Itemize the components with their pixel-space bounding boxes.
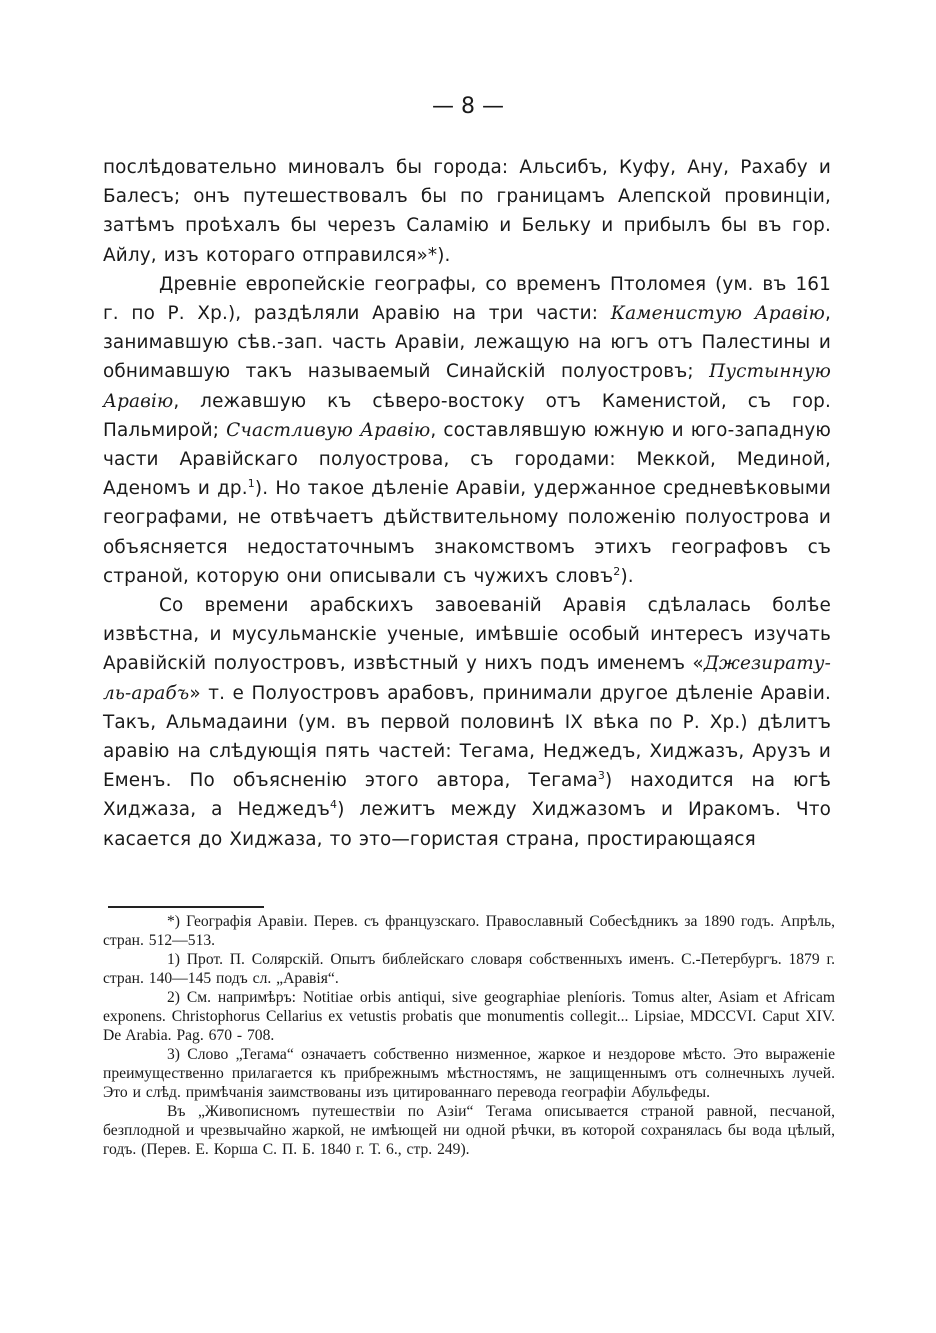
paragraph-1: послѣдовательно миновалъ бы города: Альсибъ, Куфу, Ану, Рахабу и Балесъ; онъ путешествовалъ бы по границамъ Алепской провинціи, затѣмъ проѣхалъ бы черезъ Саламію и Бельку и прибылъ бы въ гор. Айлу, изъ котораго отправился»*). <box>103 157 831 266</box>
paragraph-3: Со времени арабскихъ завоеваній Аравія сдѣлалась болѣе извѣстна, и мусульманскіе ученые, имѣвшіе особый интересъ изучать Аравійскій полуостровъ, извѣстный у нихъ подъ именемъ «Джезирату-ль-арабъ» т. е Полуостровъ арабовъ, принимали другое дѣленіе Аравіи. Такъ, Альмадаини (ум. въ первой половинѣ IX вѣка по Р. Хр.) дѣлитъ аравію на слѣдующія пять частей: Тегама, Неджедъ, Хиджазъ, Арузъ и Еменъ. По объясненію этого автора, Тегама$^3$) находится на югѣ Хиджаза, а Неджедъ$^4$) лежитъ между Хиджазомъ и Иракомъ. Что касается до Хиджаза, то это—гористая страна, простирающаяся <box>103 595 831 850</box>
footnote-2: 2) См. напримѣръ: Notitiae orbis antiqui, sive geographiae pleníoris. Tomus alter, Asiam et Africam exponens. Christophorus Cellarius ex vetustis probatis que monumentis collegit... Lipsiae, MDCCVI. Caput XIV. De Arabia. Pag. 670 - 708. <box>103 989 835 1044</box>
paragraph-2: Древніе европейскіе географы, со временъ Птоломея (ум. въ 161 г. по Р. Хр.), раздѣляли Аравію на три части: Каменистую Аравію, занимавшую сѣв.-зап. часть Аравіи, лежащую на югъ отъ Палестины и обнимавшую такъ называемый Синайскій полуостровъ; Пустынную Аравію, лежавшую къ сѣверо-востоку отъ Каменистой, съ гор. Пальмирой; Счастливую Аравію, составлявшую южную и юго-западную части Аравійскаго полуострова, съ городами: Меккой, Мединой, Аденомъ и др.$^1$). Но такое дѣленіе Аравіи, удержанное средневѣковыми географами, не отвѣчаетъ дѣйствительному положенію полуострова и объясняется недостаточнымъ знакомствомъ этихъ географовъ съ страной, которую они описывали съ чужихъ словъ$^2$). <box>103 273 832 587</box>
page-number: — 8 — <box>432 94 504 119</box>
footnote-star: *) Географія Аравіи. Перев. съ французскаго. Православный Собесѣдникъ за 1890 годъ. Апрѣль, стран. 512—513. <box>103 913 835 949</box>
footnote-ref: 2 <box>613 564 621 578</box>
footnote-1: 1) Прот. П. Солярскій. Опытъ библейскаго словаря собственныхъ именъ. С.-Петербургъ. 1879 г. стран. 140—145 подъ сл. „Аравія“. <box>103 951 835 987</box>
footnote-divider <box>108 906 264 908</box>
footnote-ref: 1 <box>247 477 255 491</box>
main-text <box>103 153 831 854</box>
term-desert-arabia: Пустынную Аравію <box>103 361 831 412</box>
footnote-3-continued: Въ „Живописномъ путешествіи по Азіи“ Тегама описывается страной равной, песчаной, безплодной и чрезвычайно жаркой, не имѣющей ни одной рѣчки, въ которой сохранялась бы вода цѣлый, годъ. (Перев. Е. Корша С. П. Б. 1840 г. Т. 6., стр. 249). <box>103 1103 835 1158</box>
term-happy-arabia: Счастливую Аравію <box>226 419 431 441</box>
footnote-3: 3) Слово „Тегама“ означаетъ собственно низменное, жаркое и нездорове мѣсто. Это выраженіе преимущественно прилагается къ прибрежнымъ мѣстностямъ, не защищеннымъ отъ солнечныхъ лучей. Это и слѣд. примѣчанія заимствованы изъ цитированнаго перевода географіи Абульфеды. <box>103 1046 835 1101</box>
footnote-ref: 4 <box>330 798 338 812</box>
term-stony-arabia: Каменистую Аравію <box>610 303 825 325</box>
term-jazirat-al-arab: Джезирату-ль-арабъ <box>103 653 831 704</box>
footnotes <box>103 912 835 1159</box>
footnote-ref: 3 <box>597 769 606 783</box>
